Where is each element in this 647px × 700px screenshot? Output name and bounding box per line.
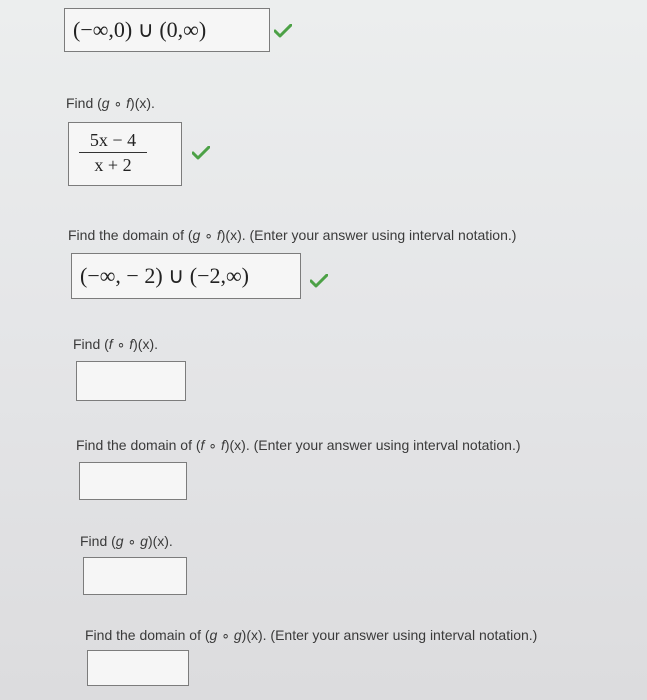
domain-g-of-f-answer: (−∞, − 2) ∪ (−2,∞) [80, 263, 249, 288]
find-f-of-f-prompt: Find (f ∘ f)(x). [73, 336, 159, 352]
check-icon [310, 274, 328, 288]
find-g-of-f-prompt: Find (g ∘ f)(x). [66, 95, 155, 111]
domain-g-of-f-answer-box[interactable] [71, 253, 301, 299]
domain-f-of-f-prompt: Find the domain of (f ∘ f)(x). (Enter your answer using interval notation.) [76, 437, 521, 453]
g-of-g-input[interactable] [83, 557, 187, 595]
fraction-denominator: x + 2 [94, 155, 132, 175]
check-icon [274, 24, 292, 38]
f-of-f-input[interactable] [76, 361, 186, 401]
domain-f-of-f-input[interactable] [79, 462, 187, 500]
domain-f-answer-box[interactable] [64, 8, 270, 52]
check-icon [192, 146, 210, 160]
domain-g-of-g-prompt: Find the domain of (g ∘ g)(x). (Enter your answer using interval notation.) [85, 627, 538, 643]
fraction-numerator: 5x − 4 [89, 130, 137, 150]
domain-g-of-f-prompt: Find the domain of (g ∘ f)(x). (Enter your answer using interval notation.) [68, 227, 517, 243]
domain-f-answer: (−∞,0) ∪ (0,∞) [73, 17, 207, 42]
g-of-f-answer-box[interactable] [68, 122, 182, 186]
find-g-of-g-prompt: Find (g ∘ g)(x). [80, 533, 173, 549]
domain-g-of-g-input[interactable] [87, 650, 189, 686]
fraction-bar [79, 152, 147, 153]
g-of-f-fraction [79, 129, 147, 176]
